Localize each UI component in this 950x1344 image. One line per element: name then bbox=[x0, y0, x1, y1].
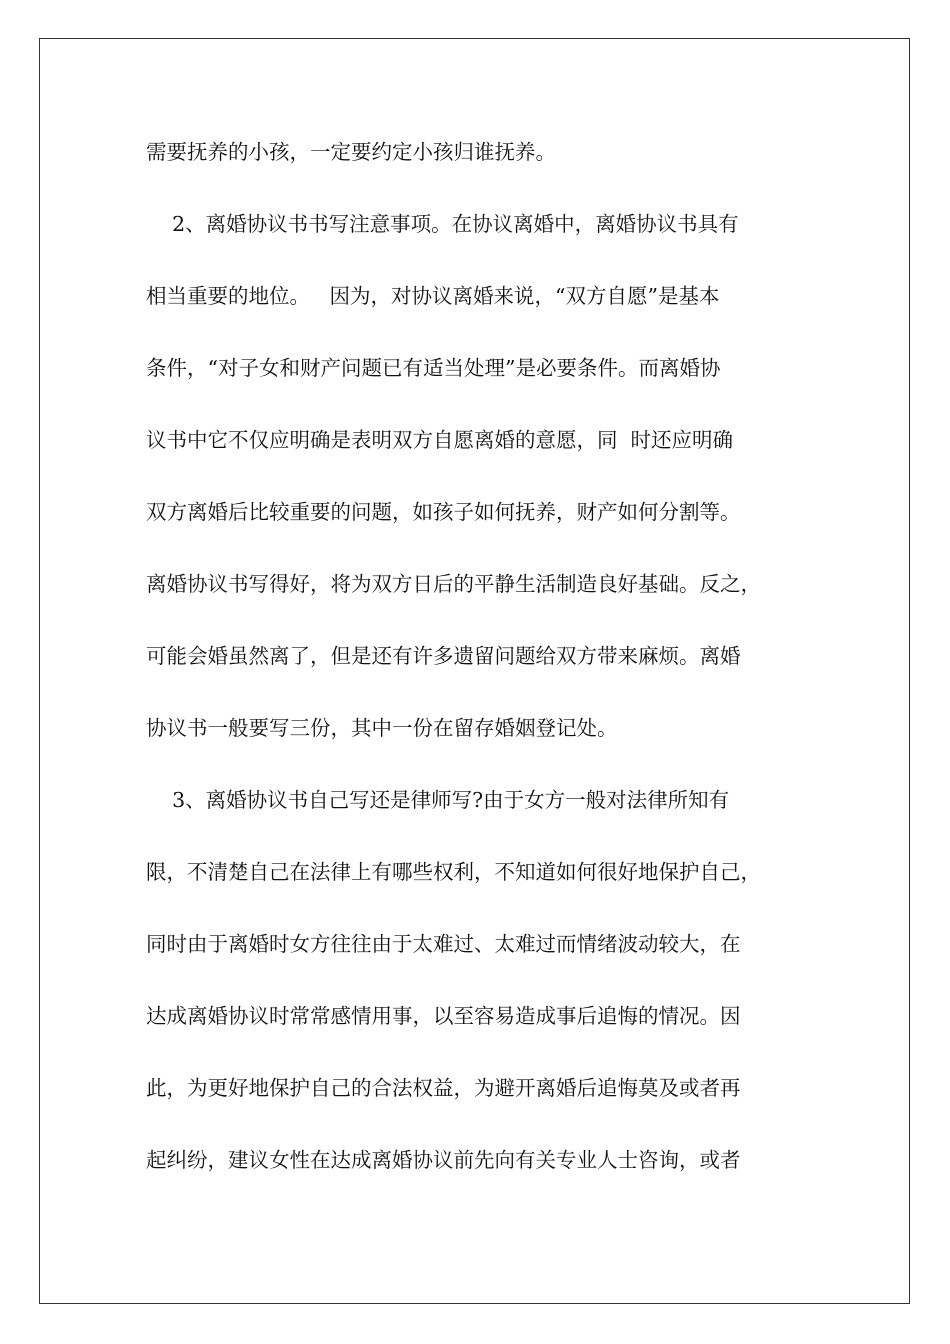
paragraph-line: 需要抚养的小孩，一定要约定小孩归谁抚养。 bbox=[146, 140, 556, 164]
paragraph-line: 达成离婚协议时常常感情用事，以至容易造成事后追悔的情况。因 bbox=[146, 1004, 741, 1028]
paragraph-line: 起纠纷，建议女性在达成离婚协议前先向有关专业人士咨询，或者 bbox=[146, 1148, 741, 1172]
paragraph-line: 相当重要的地位。 因为，对协议离婚来说，“双方自愿”是基本 bbox=[146, 284, 720, 308]
paragraph-line: 此，为更好地保护自己的合法权益，为避开离婚后追悔莫及或者再 bbox=[146, 1076, 741, 1100]
paragraph-line: 离婚协议书写得好，将为双方日后的平静生活制造良好基础。反之， bbox=[146, 572, 761, 596]
paragraph-line: 3、离婚协议书自己写还是律师写?由于女方一般对法律所知有 bbox=[146, 788, 730, 812]
paragraph-line: 协议书一般要写三份，其中一份在留存婚姻登记处。 bbox=[146, 716, 618, 740]
paragraph-line: 条件，“对子女和财产问题已有适当处理”是必要条件。而离婚协 bbox=[146, 356, 721, 380]
paragraph-line: 双方离婚后比较重要的问题，如孩子如何抚养，财产如何分割等。 bbox=[146, 500, 741, 524]
paragraph-line: 2、离婚协议书书写注意事项。在协议离婚中，离婚协议书具有 bbox=[146, 212, 739, 236]
paragraph-line: 可能会婚虽然离了，但是还有许多遗留问题给双方带来麻烦。离婚 bbox=[146, 644, 741, 668]
paragraph-line: 限，不清楚自己在法律上有哪些权利，不知道如何很好地保护自己， bbox=[146, 860, 761, 884]
paragraph-line: 议书中它不仅应明确是表明双方自愿离婚的意愿，同 时还应明确 bbox=[146, 428, 734, 452]
paragraph-line: 同时由于离婚时女方往往由于太难过、太难过而情绪波动较大，在 bbox=[146, 932, 741, 956]
